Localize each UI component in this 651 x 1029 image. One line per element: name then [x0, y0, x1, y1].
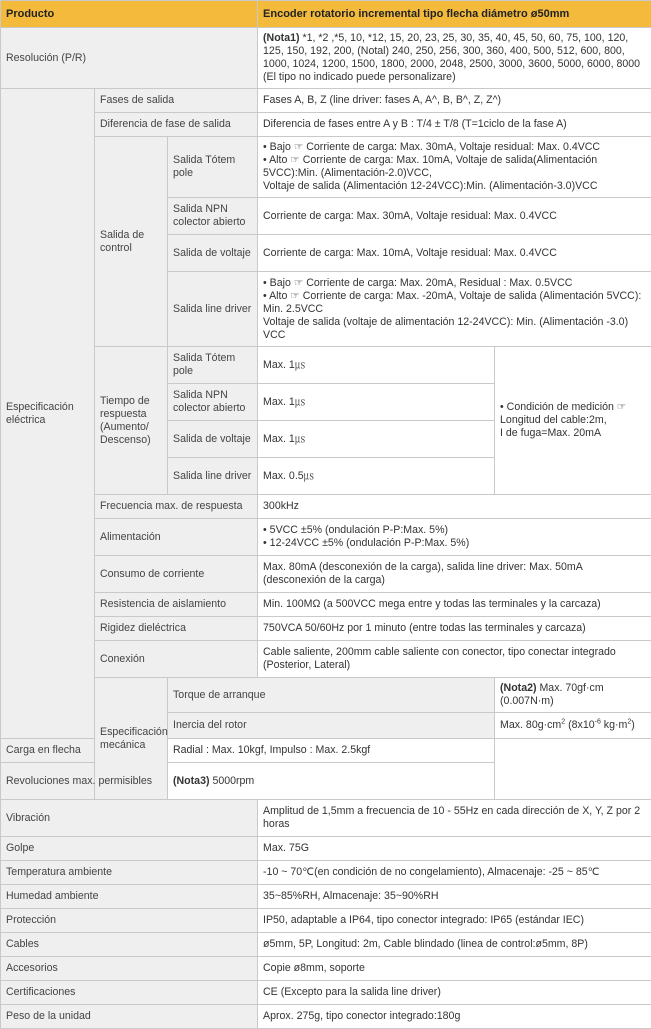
revoluciones-text: 5000rpm — [210, 775, 255, 787]
inercia-exponent: 2 — [561, 718, 565, 725]
salida-npn-label: Salida NPN colector abierto — [168, 198, 258, 235]
diferencia-value: Diferencia de fases entre A y B : T/4 ± T/8 (T=1ciclo de la fase A) — [258, 113, 651, 137]
carga-value: Radial : Max. 10kgf, Impulso : Max. 2.5kgf — [168, 739, 495, 763]
line-driver-line: • Alto ☞ Corriente de carga: Max. -20mA, Voltaje de salida (Alimentación 5VCC): Min. 2.5VCC — [263, 290, 641, 315]
aislamiento-label: Resistencia de aislamiento — [95, 593, 258, 617]
humedad-label: Humedad ambiente — [1, 885, 258, 909]
salida-line-driver-value — [258, 272, 651, 347]
tiempo-label: Tiempo de respuesta (Aumento/ Descenso) — [95, 347, 168, 495]
temperatura-label: Temperatura ambiente — [1, 861, 258, 885]
alimentacion-line: • 12-24VCC ±5% (ondulación P-P:Max. 5%) — [263, 537, 469, 549]
vibracion-value: Amplitud de 1,5mm a frecuencia de 10 - 55Hz en cada dirección de X, Y, Z por 2 horas — [258, 800, 651, 837]
salida-voltaje-label: Salida de voltaje — [168, 235, 258, 272]
cables-value: ø5mm, 5P, Longitud: 2m, Cable blindado (linea de control:ø5mm, 8P) — [258, 933, 651, 957]
alimentacion-label: Alimentación — [95, 519, 258, 556]
row-peso — [1, 1005, 651, 1029]
header-product-name: Encoder rotatorio incremental tipo flecha diámetro ø50mm — [258, 1, 651, 28]
inercia-value — [495, 713, 651, 739]
frecuencia-value: 300kHz — [258, 495, 651, 519]
line-driver-line: Voltaje de salida (voltaje de alimentación 12-24VCC): Min. (Alimentación -3.0) VCC — [263, 316, 628, 341]
inercia-exponent: -6 — [595, 718, 601, 725]
tiempo-npn-value: Max. 1㎲ — [258, 384, 495, 421]
inercia-part: kg·m — [601, 719, 627, 731]
row-certificaciones — [1, 981, 651, 1005]
certificaciones-label: Certificaciones — [1, 981, 258, 1005]
row-accesorios — [1, 957, 651, 981]
consumo-value: Max. 80mA (desconexión de la carga), salida line driver: Max. 50mA (desconexión de la carga) — [258, 556, 651, 593]
fases-value: Fases A, B, Z (line driver: fases A, A^, B, B^, Z, Z^) — [258, 89, 651, 113]
torque-label: Torque de arranque — [168, 678, 495, 713]
tiempo-totem-value: Max. 1㎲ — [258, 347, 495, 384]
torque-value — [495, 678, 651, 713]
aislamiento-value: Min. 100MΩ (a 500VCC mega entre y todas las terminales y la carcaza) — [258, 593, 651, 617]
row-conexion — [1, 641, 651, 678]
row-carga — [1, 739, 651, 763]
proteccion-label: Protección — [1, 909, 258, 933]
salida-control-label: Salida de control — [95, 137, 168, 347]
carga-label: Carga en flecha — [1, 739, 168, 763]
salida-totem-line: • Bajo ☞ Corriente de carga: Max. 30mA, Voltaje residual: Max. 0.4VCC — [263, 141, 600, 153]
row-consumo — [1, 556, 651, 593]
row-vibracion — [1, 800, 651, 837]
diferencia-label: Diferencia de fase de salida — [95, 113, 258, 137]
accesorios-label: Accesorios — [1, 957, 258, 981]
resolucion-value — [258, 28, 651, 89]
golpe-label: Golpe — [1, 837, 258, 861]
salida-totem-line: Voltaje de salida (Alimentación 12-24VCC):Min. (Alimentación-3.0)VCC — [263, 180, 597, 192]
row-alimentacion — [1, 519, 651, 556]
row-revoluciones — [1, 763, 651, 800]
peso-value: Aprox. 275g, tipo conector integrado:180g — [258, 1005, 651, 1029]
header-product-label: Producto — [1, 1, 258, 28]
frecuencia-label: Frecuencia max. de respuesta — [95, 495, 258, 519]
row-fases — [1, 89, 651, 113]
row-cables — [1, 933, 651, 957]
alimentacion-value — [258, 519, 651, 556]
row-resolucion — [1, 28, 651, 89]
salida-totem-value — [258, 137, 651, 198]
row-tiempo-totem — [1, 347, 651, 384]
resolucion-text: *1, *2 ,*5, 10, *12, 15, 20, 23, 25, 30, 35, 40, 45, 50, 60, 75, 100, 120, 125, 150, 192, 200, (Notal) 240, 250, 256, 300, 360, 400, 500, 512, 600, 800, 1000, 1024, 1200, 1500, 1800, 2000, 2048, 2500, 3000, 3600, 5000, 6000, 8000 (El tipo no indicado puede personalizare) — [263, 32, 640, 83]
row-humedad — [1, 885, 651, 909]
temperatura-value: -10 ~ 70℃(en condición de no congelamiento), Almacenaje: -25 ~ 85℃ — [258, 861, 651, 885]
inercia-label: Inercia del rotor — [168, 713, 495, 739]
resolucion-label: Resolución (P/R) — [1, 28, 258, 89]
row-salida-totem — [1, 137, 651, 198]
header-row — [1, 1, 651, 28]
note2-tag: (Nota2) — [500, 682, 537, 694]
row-diferencia — [1, 113, 651, 137]
condicion-line: Longitud del cable:2m, — [500, 414, 607, 426]
inercia-part: ) — [631, 719, 635, 731]
row-temperatura — [1, 861, 651, 885]
tiempo-totem-label: Salida Tótem pole — [168, 347, 258, 384]
humedad-value: 35~85%RH, Almacenaje: 35~90%RH — [258, 885, 651, 909]
salida-totem-label: Salida Tótem pole — [168, 137, 258, 198]
row-aislamiento — [1, 593, 651, 617]
mecanica-label: Especificación mecánica — [95, 678, 168, 800]
note1-tag: (Nota1) — [263, 32, 300, 44]
line-driver-line: • Bajo ☞ Corriente de carga: Max. 20mA, Residual : Max. 0.5VCC — [263, 277, 572, 289]
salida-line-driver-label: Salida line driver — [168, 272, 258, 347]
certificaciones-value: CE (Excepto para la salida line driver) — [258, 981, 651, 1005]
inercia-part: Max. 80g·cm — [500, 719, 561, 731]
conexion-value: Cable saliente, 200mm cable saliente con conector, tipo conectar integrado (Posterior, Lateral) — [258, 641, 651, 678]
tiempo-npn-label: Salida NPN colector abierto — [168, 384, 258, 421]
condicion-line: • Condición de medición ☞ — [500, 401, 626, 413]
conexion-label: Conexión — [95, 641, 258, 678]
salida-totem-line: • Alto ☞ Corriente de carga: Max. 10mA, Voltaje de salida(Alimentación 5VCC):Min. (Alimentación-2.0)VCC, — [263, 154, 597, 179]
rigidez-value: 750VCA 50/60Hz por 1 minuto (entre todas las terminales y carcaza) — [258, 617, 651, 641]
inercia-exponent: 2 — [627, 718, 631, 725]
row-proteccion — [1, 909, 651, 933]
revoluciones-label: Revoluciones max. permisibles — [1, 763, 168, 800]
proteccion-value: IP50, adaptable a IP64, tipo conector integrado: IP65 (estándar IEC) — [258, 909, 651, 933]
accesorios-value: Copie ø8mm, soporte — [258, 957, 651, 981]
consumo-label: Consumo de corriente — [95, 556, 258, 593]
note3-tag: (Nota3) — [173, 775, 210, 787]
electrica-label: Especificación eléctrica — [1, 89, 95, 739]
peso-label: Peso de la unidad — [1, 1005, 258, 1029]
tiempo-voltaje-label: Salida de voltaje — [168, 421, 258, 458]
golpe-value: Max. 75G — [258, 837, 651, 861]
torque-text: Max. 70gf·cm (0.007N·m) — [500, 682, 604, 707]
alimentacion-line: • 5VCC ±5% (ondulación P-P:Max. 5%) — [263, 524, 448, 536]
row-torque — [1, 678, 651, 713]
tiempo-line-driver-label: Salida line driver — [168, 458, 258, 495]
condicion-medicion — [495, 347, 651, 495]
revoluciones-value — [168, 763, 495, 800]
salida-npn-value: Corriente de carga: Max. 30mA, Voltaje residual: Max. 0.4VCC — [258, 198, 651, 235]
vibracion-label: Vibración — [1, 800, 258, 837]
row-frecuencia — [1, 495, 651, 519]
inercia-part: (8x10 — [565, 719, 594, 731]
tiempo-voltaje-value: Max. 1㎲ — [258, 421, 495, 458]
tiempo-line-driver-value: Max. 0.5㎲ — [258, 458, 495, 495]
row-golpe — [1, 837, 651, 861]
rigidez-label: Rigidez dieléctrica — [95, 617, 258, 641]
row-rigidez — [1, 617, 651, 641]
cables-label: Cables — [1, 933, 258, 957]
salida-voltaje-value: Corriente de carga: Max. 10mA, Voltaje residual: Max. 0.4VCC — [258, 235, 651, 272]
fases-label: Fases de salida — [95, 89, 258, 113]
condicion-line: I de fuga=Max. 20mA — [500, 427, 601, 439]
